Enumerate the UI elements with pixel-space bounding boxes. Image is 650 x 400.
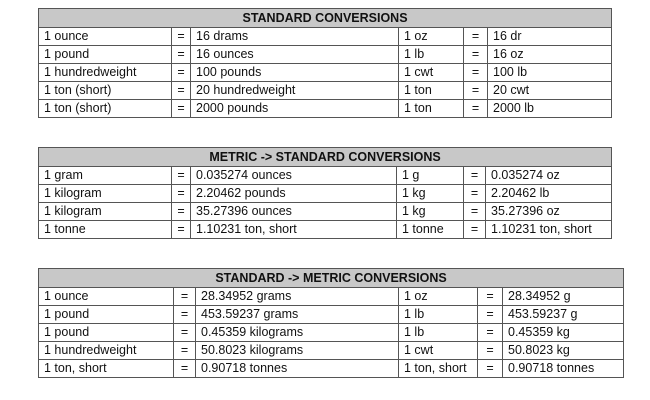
unit-abbrev-cell: 1 oz [399,28,464,46]
table-row [39,221,612,239]
equals-sign-cell: = [478,288,503,306]
equals-sign-cell: = [464,46,488,64]
table-row [39,46,612,64]
equivalent-cell: 2000 pounds [191,100,399,118]
unit-abbrev-cell: 1 kg [397,203,464,221]
equals-sign-cell: = [478,360,503,378]
table-row [39,28,612,46]
table-title: STANDARD CONVERSIONS [39,9,612,28]
equivalent-cell: 0.035274 ounces [191,167,397,185]
table-row [39,306,624,324]
equivalent-abbrev-cell: 20 cwt [488,82,612,100]
unit-abbrev-cell: 1 cwt [399,342,478,360]
metric-to-standard-table [38,147,612,239]
equivalent-abbrev-cell: 0.90718 tonnes [503,360,624,378]
equals-sign-cell: = [478,342,503,360]
equals-sign-cell: = [464,221,486,239]
equals-sign-cell: = [464,28,488,46]
equals-sign-cell: = [172,28,191,46]
equals-sign-cell: = [172,203,191,221]
table-title: STANDARD -> METRIC CONVERSIONS [39,269,624,288]
equals-sign-cell: = [464,185,486,203]
table-row [39,324,624,342]
equals-sign-cell: = [172,221,191,239]
equivalent-cell: 28.34952 grams [196,288,399,306]
unit-name-cell: 1 ounce [39,28,172,46]
unit-abbrev-cell: 1 tonne [397,221,464,239]
table-title: METRIC -> STANDARD CONVERSIONS [39,148,612,167]
equals-sign-cell: = [172,46,191,64]
unit-name-cell: 1 kilogram [39,203,172,221]
equivalent-abbrev-cell: 35.27396 oz [486,203,612,221]
equivalent-abbrev-cell: 0.45359 kg [503,324,624,342]
equivalent-abbrev-cell: 28.34952 g [503,288,624,306]
equivalent-abbrev-cell: 100 lb [488,64,612,82]
equivalent-cell: 16 ounces [191,46,399,64]
equals-sign-cell: = [478,324,503,342]
unit-abbrev-cell: 1 ton, short [399,360,478,378]
unit-name-cell: 1 hundredweight [39,342,174,360]
unit-abbrev-cell: 1 kg [397,185,464,203]
equals-sign-cell: = [174,324,196,342]
equivalent-abbrev-cell: 0.035274 oz [486,167,612,185]
standard-to-metric-table [38,268,624,378]
equivalent-cell: 20 hundredweight [191,82,399,100]
equivalent-cell: 0.90718 tonnes [196,360,399,378]
unit-abbrev-cell: 1 lb [399,306,478,324]
equals-sign-cell: = [464,100,488,118]
equals-sign-cell: = [464,64,488,82]
equivalent-abbrev-cell: 453.59237 g [503,306,624,324]
unit-name-cell: 1 ton (short) [39,82,172,100]
standard-conversions-table [38,8,612,118]
unit-name-cell: 1 ounce [39,288,174,306]
equals-sign-cell: = [172,167,191,185]
table-row [39,100,612,118]
equals-sign-cell: = [464,203,486,221]
equals-sign-cell: = [174,360,196,378]
unit-abbrev-cell: 1 ton [399,82,464,100]
unit-abbrev-cell: 1 ton [399,100,464,118]
unit-name-cell: 1 ton, short [39,360,174,378]
equivalent-cell: 0.45359 kilograms [196,324,399,342]
equals-sign-cell: = [172,100,191,118]
unit-abbrev-cell: 1 lb [399,324,478,342]
table-row [39,360,624,378]
unit-abbrev-cell: 1 g [397,167,464,185]
equals-sign-cell: = [172,64,191,82]
unit-abbrev-cell: 1 lb [399,46,464,64]
equivalent-abbrev-cell: 16 oz [488,46,612,64]
equivalent-cell: 50.8023 kilograms [196,342,399,360]
equivalent-cell: 16 drams [191,28,399,46]
equivalent-cell: 2.20462 pounds [191,185,397,203]
table-row [39,342,624,360]
equivalent-cell: 100 pounds [191,64,399,82]
table-row [39,64,612,82]
unit-name-cell: 1 pound [39,46,172,64]
table-row [39,288,624,306]
equivalent-abbrev-cell: 2000 lb [488,100,612,118]
equals-sign-cell: = [174,288,196,306]
unit-name-cell: 1 kilogram [39,185,172,203]
table-row [39,167,612,185]
equivalent-abbrev-cell: 1.10231 ton, short [486,221,612,239]
table-row [39,185,612,203]
equals-sign-cell: = [464,82,488,100]
unit-name-cell: 1 gram [39,167,172,185]
equals-sign-cell: = [174,342,196,360]
unit-name-cell: 1 tonne [39,221,172,239]
unit-name-cell: 1 pound [39,324,174,342]
equals-sign-cell: = [174,306,196,324]
equals-sign-cell: = [172,185,191,203]
equivalent-cell: 1.10231 ton, short [191,221,397,239]
equivalent-abbrev-cell: 2.20462 lb [486,185,612,203]
unit-abbrev-cell: 1 cwt [399,64,464,82]
equals-sign-cell: = [464,167,486,185]
unit-abbrev-cell: 1 oz [399,288,478,306]
equals-sign-cell: = [478,306,503,324]
equivalent-abbrev-cell: 16 dr [488,28,612,46]
equals-sign-cell: = [172,82,191,100]
equivalent-cell: 35.27396 ounces [191,203,397,221]
unit-name-cell: 1 hundredweight [39,64,172,82]
equivalent-abbrev-cell: 50.8023 kg [503,342,624,360]
unit-name-cell: 1 pound [39,306,174,324]
table-row [39,203,612,221]
equivalent-cell: 453.59237 grams [196,306,399,324]
table-row [39,82,612,100]
unit-name-cell: 1 ton (short) [39,100,172,118]
